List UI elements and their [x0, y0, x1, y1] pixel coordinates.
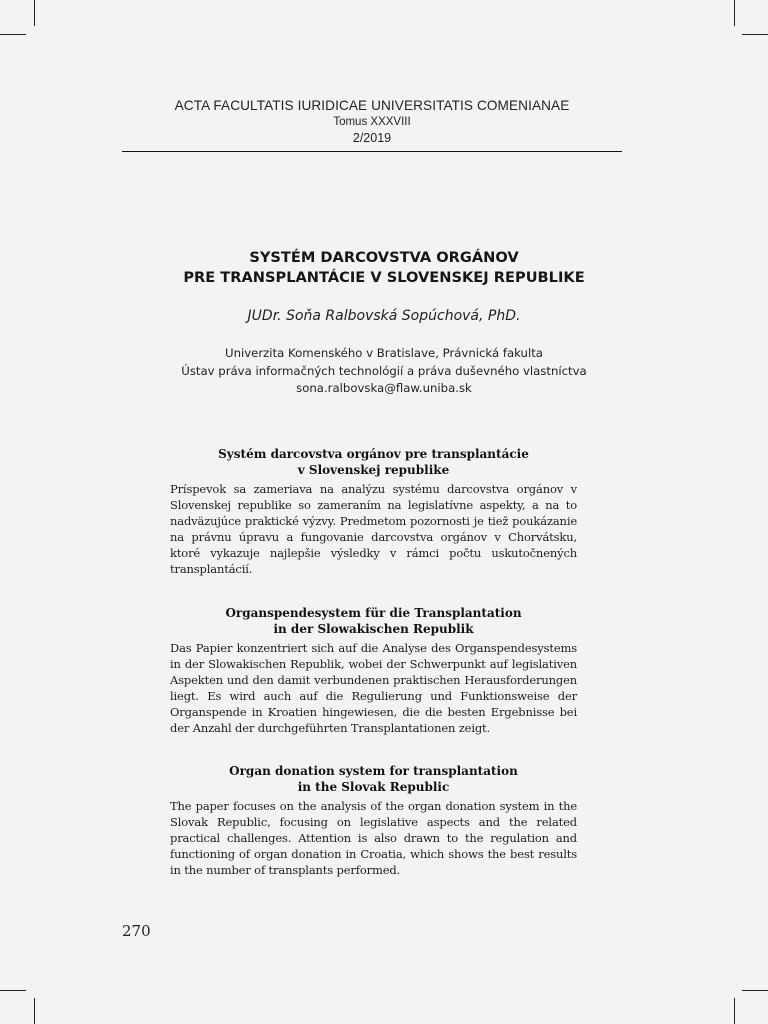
abstract-slovak	[170, 446, 577, 577]
abstract-body: The paper focuses on the analysis of the organ donation system in the Slovak Republic, focusing on legislative aspects and the related practical challenges. Attention is also drawn to the regulation and functioning of organ donation in Croatia, which shows the best results in the number of transplants performed.	[170, 799, 577, 877]
abstract-heading-line-1: Systém darcovstva orgánov pre transplantácie	[218, 447, 529, 461]
crop-mark-bottom-left	[34, 998, 35, 1024]
author-name: JUDr. Soňa Ralbovská Sopúchová, PhD.	[247, 308, 521, 324]
crop-mark-bottom-left-h	[0, 990, 26, 991]
author-email[interactable]: sona.ralbovska@flaw.uniba.sk	[296, 381, 472, 395]
journal-volume: Tomus XXXVIII	[333, 116, 411, 128]
abstract-heading-line-1: Organ donation system for transplantation	[229, 764, 518, 778]
crop-mark-bottom-right	[734, 998, 735, 1024]
abstract-heading-line-2: in the Slovak Republic	[297, 780, 450, 794]
abstract-english	[170, 763, 577, 878]
journal-name: ACTA FACULTATIS IURIDICAE UNIVERSITATIS COMENIANAE	[174, 98, 570, 113]
abstract-german	[170, 605, 577, 736]
crop-mark-top-left	[34, 0, 35, 26]
abstract-heading	[170, 763, 577, 795]
header-rule	[122, 151, 622, 152]
crop-mark-top-right-h	[742, 34, 768, 35]
author-affiliation	[100, 345, 668, 398]
abstract-body: Príspevok sa zameriava na analýzu systému darcovstva orgánov v Slovenskej republike so zameraním na legislatívne aspekty, a na to nadväzujúce praktické výzvy. Predmetom pozornosti je tiež poukázanie na právnu úpravu a fungovanie darcovstva orgánov v Chorvátsku, ktoré vykazuje najlepšie výsledky v rámci počtu uskutočnených transplantácií.	[170, 482, 577, 576]
crop-mark-bottom-right-h	[742, 990, 768, 991]
page-number: 270	[122, 922, 151, 940]
article-title	[60, 248, 708, 288]
abstract-heading	[170, 605, 577, 637]
title-line-2: PRE TRANSPLANTÁCIE V SLOVENSKEJ REPUBLIKE	[183, 269, 585, 286]
journal-issue: 2/2019	[352, 131, 392, 145]
journal-header	[122, 97, 622, 146]
crop-mark-top-left-h	[0, 34, 26, 35]
abstract-body: Das Papier konzentriert sich auf die Analyse des Organspendesystems in der Slowakischen Republik, wobei der Schwerpunkt auf legislativen Aspekten und den damit verbundenen praktischen Herausforderungen liegt. Es wird auch auf die Regulierung und Funktionsweise der Organspende in Kroatien hingewiesen, die die besten Ergebnisse bei der Anzahl der durchgeführten Transplantationen zeigt.	[170, 641, 577, 735]
crop-mark-top-right	[734, 0, 735, 26]
abstract-heading-line-1: Organspendesystem für die Transplantation	[225, 606, 522, 620]
abstract-heading-line-2: in der Slowakischen Republik	[273, 622, 474, 636]
affiliation-university: Univerzita Komenského v Bratislave, Právnická fakulta	[225, 346, 543, 360]
abstract-heading	[170, 446, 577, 478]
affiliation-institute: Ústav práva informačných technológií a práva duševného vlastníctva	[181, 363, 587, 378]
title-line-1: SYSTÉM DARCOVSTVA ORGÁNOV	[249, 249, 519, 266]
abstract-heading-line-2: v Slovenskej republike	[297, 463, 450, 477]
